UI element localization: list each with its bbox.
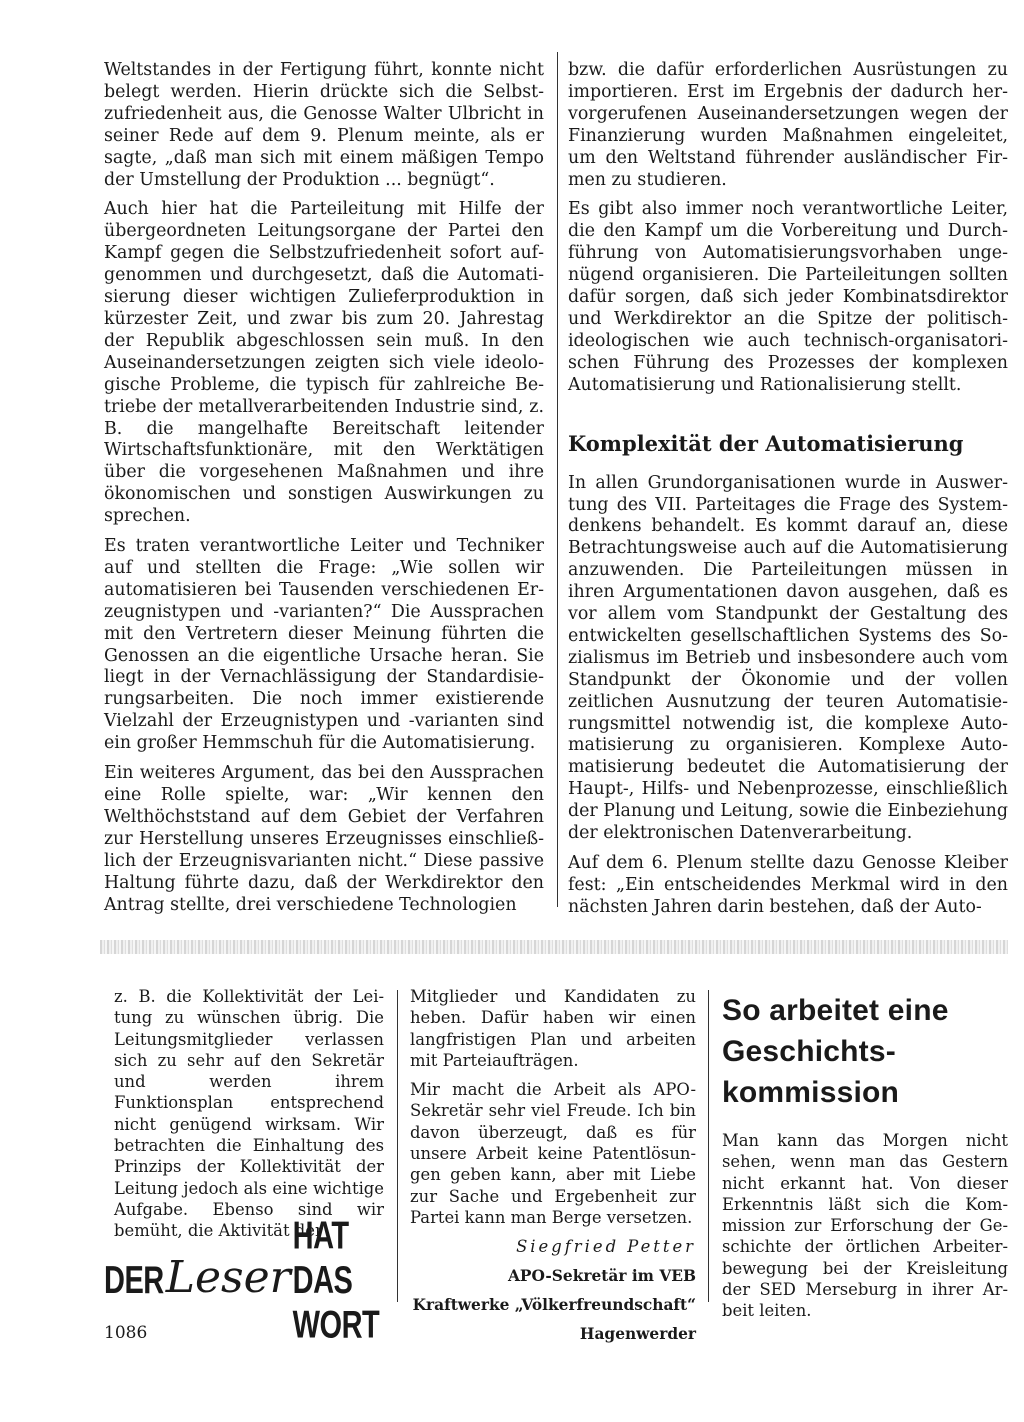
article-column-right [568,60,1008,927]
paragraph: Es traten verantwortliche Leiter und Techniker auf und stellten die Frage: „Wie sollen wir automatisieren bei Tausenden verschiedenen Erzeugnistypen und -varianten?“ Die Aussprachen mit den Vertretern dieser Meinung führten die Genossen an die eigentliche Ursache heran. Sie liegt in der Vernachlässigung der Standardisierungsarbeiten. Die noch immer existierende Vielzahl der Erzeugnistypen und -varianten sind ein großer Hemmschuh für die Automatisierung. [104,536,544,754]
masthead-part: DER [104,1258,164,1302]
paragraph: bzw. die dafür erforderlichen Ausrüstungen zu importieren. Erst im Ergebnis der dadurch hervorgerufenen Auseinandersetzungen wegen der Finanzierung wurden Maßnahmen eingeleitet, um den Weltstand führender ausländischer Firmen zu studieren. [568,60,1008,190]
separator-band [100,940,1008,954]
signature-role: Kraftwerke „Völkerfreundschaft“ [412,1295,696,1314]
column-divider [557,52,558,907]
paragraph: Man kann das Morgen nicht sehen, wenn man das Gestern nicht erkannt hat. Von dieser Erkenntnis läßt sich die Kommission zur Erforschung der Geschichte der örtlichen Arbeiterbewegung bei der Kreisleitung der SED Merseburg in ihrer Arbeit leiten. [722,1131,1008,1321]
signature-role: APO-Sekretär im VEB [507,1266,696,1285]
signature-role: Hagenwerder [579,1324,696,1343]
masthead-part: HAT DAS WORT [292,1214,380,1347]
feature-column [722,1130,1008,1330]
paragraph: In allen Grundorganisationen wurde in Auswertung des VII. Parteitages die Frage des Systemdenkens behandelt. Es kommt darauf an, diese Betrachtungsweise auch auf die Automatisierung anzuwenden. Die Parteileitungen müssen in ihren Argumentationen davon ausgehen, daß es vor allem vom Standpunkt der Gestaltung des entwickelten gesellschaftlichen Systems des Sozialismus im Betrieb und insbesondere auch vom Standpunkt der Ökonomie und der vollen zeitlichen Ausnutzung der teuren Automatisierungsmittel notwendig ist, die komplexe Automatisierung zu organisieren. Komplexe Automatisierung bedeutet die Automatisierung der Haupt-, Hilfs- und Nebenprozesse, einschließlich der Planung und Leitung, sowie die Einbeziehung der elektronischen Datenverarbeitung. [568,472,1009,844]
paragraph: Mitglieder und Kandidaten zu heben. Dafür haben wir einen langfristigen Plan und arbeiten mit Parteiaufträgen. [410,987,696,1070]
feature-title: So arbeitet eine Geschichtskommission [722,994,949,1109]
masthead-script: Leser [165,1251,291,1303]
paragraph: z. B. die Kollektivität der Leitung zu wünschen übrig. Die Leitungsmitglieder verlassen sich zu sehr auf den Sekretär und werden ihrem Funktionsplan entsprechend nicht genügend wirksam. Wir betrachten die Einhaltung des Prinzips der Kollektivität der Leitung jedoch als eine wichtige Aufgabe. Ebenso sind wir bemüht, die Aktivität der [114,987,384,1241]
paragraph: Mir macht die Arbeit als APO-Sekretär sehr viel Freude. Ich bin davon überzeugt, daß es für unsere Arbeit keine Patentlösungen geben kann, aber mit Liebe zur Sache und Ergebenheit zur Partei kann man Berge versetzen. [410,1080,696,1227]
signature-name: Siegfried Petter [516,1237,696,1257]
paragraph: Es gibt also immer noch verantwortliche Leiter, die den Kampf um die Vorbereitung und Durchführung von Automatisierungsvorhaben ungenügend organisieren. Die Parteileitungen sollten dafür sorgen, daß sich jeder Kombinatsdirektor und Werkdirektor an die Spitze der politisch-ideologischen wie auch technisch-organisatorischen Führung des Prozesses der komplexen Automatisierung und Rationalisierung stellt. [568,199,1008,395]
column-divider [708,990,709,1302]
column-divider [397,990,398,1302]
paragraph: Ein weiteres Argument, das bei den Aussprachen eine Rolle spielte, war: „Wir kennen den Welthöchststand auf dem Gebiet der Verfahren zur Herstellung unseres Erzeugnisses einschließlich der Erzeugnisvarianten nicht.“ Diese passive Haltung führte dazu, daß der Werkdirektor den Antrag stellte, drei verschiedene Technologien [104,763,544,915]
paragraph: Weltstandes in der Fertigung führt, konnte nicht belegt werden. Hierin drückte sich die Selbstzufriedenheit aus, die Genosse Walter Ulbricht in seiner Rede auf dem 9. Plenum meinte, als er sagte, „daß man sich mit einem mäßigen Tempo der Umstellung der Produktion ... begnügt“. [104,60,544,190]
paragraph: Auch hier hat die Parteileitung mit Hilfe der übergeordneten Leitungsorgane der Partei den Kampf gegen die Selbstzufriedenheit sofort aufgenommen und durchgesetzt, daß die Automatisierung dieser wichtigen Zulieferproduktion in kürzester Zeit, und zwar bis zum 20. Jahrestag der Republik abgeschlossen sein muß. In den Auseinandersetzungen zeigten sich viele ideologische Probleme, die typisch für zahlreiche Betriebe der metallverarbeitenden Industrie sind, z. B. die mangelhafte Bereitschaft leitender Wirtschaftsfunktionäre, mit den Werktätigen über die vorgesehenen Maßnahmen und ihre ökonomischen und sonstigen Auswirkungen zu sprechen. [104,199,544,527]
section-heading: Komplexität der Automatisierung [568,430,964,456]
letter-column-middle [410,986,696,1353]
page-number: 1086 [104,1323,148,1343]
paragraph: Auf dem 6. Plenum stellte dazu Genosse Kleiber fest: „Ein entscheidendes Merkmal wird in den nächsten Jahren darin bestehen, daß der Auto- [568,853,1008,917]
letter-column-left [114,986,384,1250]
article-column-left [104,60,544,924]
